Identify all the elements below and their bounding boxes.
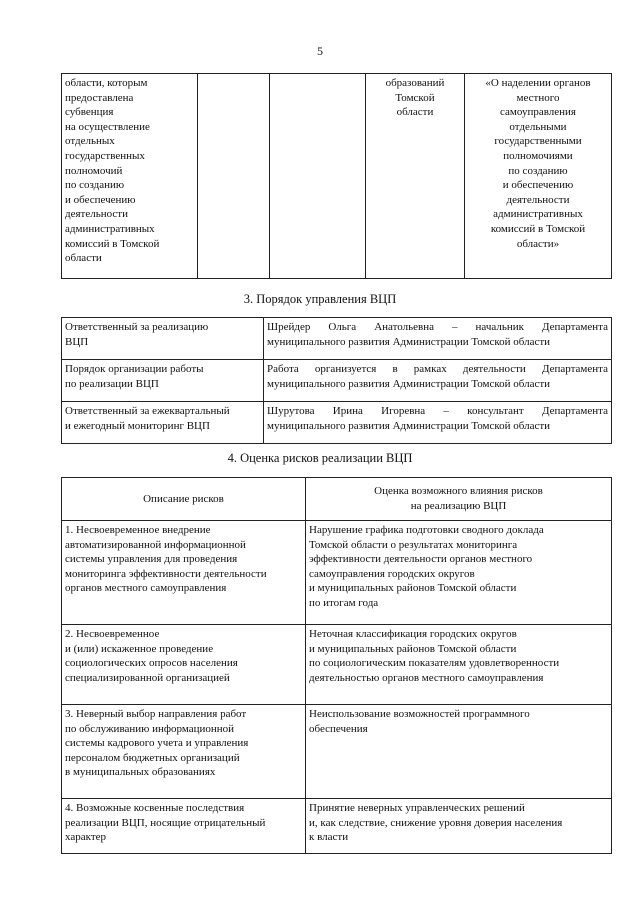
risk-table <box>61 477 612 854</box>
table-row <box>62 521 612 625</box>
management-value: Шурутова Ирина Игоревна – консультант Департамента муниципального развития Администрации Томской области <box>264 402 612 444</box>
section-3-title: 3. Порядок управления ВЦП <box>243 292 397 306</box>
management-value: Шрейдер Ольга Анатольевна – начальник Департамента муниципального развития Администрации Томской области <box>264 318 612 360</box>
table-row <box>62 799 612 854</box>
continued-program-table <box>61 73 612 279</box>
municipalities-cell: образований Томской области <box>366 74 465 279</box>
risk-cell: 2. Несвоевременное и (или) искаженное проведение социологических опросов населения специализированной организацией <box>62 625 306 705</box>
impact-column-header: Оценка возможного влияния рисков на реализацию ВЦП <box>306 478 612 521</box>
management-label: Ответственный за реализацию ВЦП <box>62 318 264 360</box>
section-4-title: 4. Оценка рисков реализации ВЦП <box>227 451 413 465</box>
empty-cell <box>270 74 366 279</box>
management-value: Работа организуется в рамках деятельности Департамента муниципального развития Администрации Томской области <box>264 360 612 402</box>
table-row <box>62 318 612 360</box>
impact-cell: Нарушение графика подготовки сводного доклада Томской области о результатах мониторинга эффективности деятельности органов местного самоуправления городских округов и муниципальных районов Томской области по итогам года <box>306 521 612 625</box>
recipient-cell: области, которым предоставлена субвенция на осуществление отдельных государственных полномочий по созданию и обеспечению деятельности административных комиссий в Томской области <box>62 74 198 279</box>
page-number: 5 <box>317 44 323 58</box>
table-row <box>62 705 612 799</box>
table-header-row <box>62 478 612 521</box>
table-row <box>62 402 612 444</box>
management-table <box>61 317 612 444</box>
management-label: Ответственный за ежеквартальный и ежегодный мониторинг ВЦП <box>62 402 264 444</box>
risk-cell: 3. Неверный выбор направления работ по обслуживанию информационной системы кадрового учета и управления персоналом бюджетных организаций в муниципальных образованиях <box>62 705 306 799</box>
impact-cell: Неиспользование возможностей программного обеспечения <box>306 705 612 799</box>
table-row <box>62 360 612 402</box>
risk-cell: 1. Несвоевременное внедрение автоматизированной информационной системы управления для проведения мониторинга эффективности деятельности органов местного самоуправления <box>62 521 306 625</box>
risk-cell: 4. Возможные косвенные последствия реализации ВЦП, носящие отрицательный характер <box>62 799 306 854</box>
impact-cell: Принятие неверных управленческих решений и, как следствие, снижение уровня доверия населения к власти <box>306 799 612 854</box>
impact-cell: Неточная классификация городских округов и муниципальных районов Томской области по социологическим показателям удовлетворенности деятельностью органов местного самоуправления <box>306 625 612 705</box>
table-row <box>62 74 612 279</box>
law-reference-cell: «О наделении органов местного самоуправления отдельными государственными полномочиями по созданию и обеспечению деятельности административных комиссий в Томской области» <box>465 74 612 279</box>
empty-cell <box>198 74 270 279</box>
table-row <box>62 625 612 705</box>
risk-column-header: Описание рисков <box>62 478 306 521</box>
management-label: Порядок организации работы по реализации ВЦП <box>62 360 264 402</box>
